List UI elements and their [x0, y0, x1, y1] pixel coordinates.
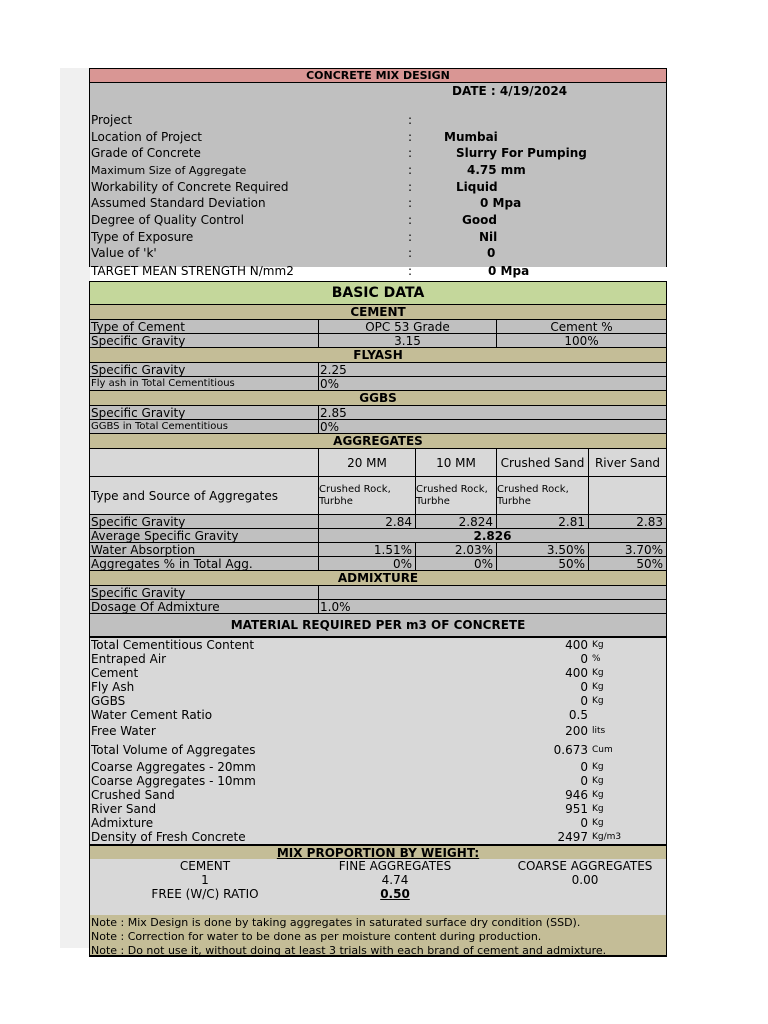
max-aggregate-label: Maximum Size of Aggregate [91, 163, 247, 177]
aggregates-sg-label: Specific Gravity [90, 515, 319, 528]
ggbs-header [89, 391, 667, 406]
agg-pct-20mm: 0% [319, 557, 416, 570]
cement-pct-value: 100% [564, 334, 599, 347]
colon: : [408, 196, 413, 210]
ggbs-sg-row [89, 406, 667, 420]
project-label: Project [91, 113, 133, 127]
admixture-header [89, 571, 667, 586]
agg-col-20mm: 20 MM [319, 449, 416, 476]
aggregates-pct-row [89, 557, 667, 571]
admixture-dosage-row [89, 600, 667, 614]
material-row-unit: Kg [592, 696, 604, 706]
material-row-unit [592, 708, 662, 722]
max-aggregate-value [467, 162, 587, 178]
mix-cement-header: CEMENT [179, 859, 231, 873]
material-row-label: Total Cementitious Content [91, 638, 255, 652]
admixture-sg-value [320, 586, 666, 599]
colon: : [408, 213, 413, 227]
flyash-sg-row [89, 363, 667, 377]
material-title: MATERIAL REQUIRED PER m3 OF CONCRETE [230, 618, 526, 632]
admixture-dosage-value: 1.0% [320, 600, 351, 613]
project-value [460, 112, 600, 128]
material-row-unit: Kg [592, 776, 604, 786]
agg-wa-10mm: 2.03% [416, 543, 497, 556]
material-row-unit: Kg [592, 804, 604, 814]
material-row-label: Total Volume of Aggregates [91, 743, 256, 757]
material-row-label: Entraped Air [91, 652, 167, 666]
aggregates-columns-blank [90, 449, 319, 476]
date-value: 4/19/2024 [499, 83, 568, 98]
workability-label: Workability of Concrete Required [91, 180, 289, 194]
max-aggregate-number: 4.75 [467, 163, 497, 177]
flyash-sg-value: 2.25 [320, 363, 347, 376]
material-row-unit: % [592, 654, 601, 664]
location-label: Location of Project [91, 130, 203, 144]
agg-source-crushed-sand: Crushed Rock, Turbhe [497, 477, 589, 514]
material-row-unit: Kg [592, 682, 604, 692]
colon: : [408, 180, 413, 194]
mix-title-wrap [90, 846, 666, 859]
flyash-pct-label: Fly ash in Total Cementitious [90, 377, 319, 390]
colon: : [408, 230, 413, 244]
material-row-label: Density of Fresh Concrete [91, 830, 246, 844]
note-ssd: Note : Mix Design is done by taking aggregates in saturated surface dry condition (SSD). [91, 915, 581, 929]
std-deviation-number: 0 [480, 196, 489, 210]
colon: : [408, 264, 413, 278]
workability-value: Liquid [456, 180, 498, 194]
mix-design-sheet [89, 68, 667, 957]
location-value: Mumbai [444, 130, 498, 144]
k-value-label: Value of 'k' [91, 246, 157, 260]
flyash-pct-row [89, 377, 667, 391]
ggbs-pct-row [89, 420, 667, 434]
mix-header [89, 844, 667, 859]
note-trials: Note : Do not use it, without doing at least 3 trials with each brand of cement and admixture. [91, 943, 607, 957]
agg-wa-river-sand: 3.70% [624, 543, 663, 556]
basic-data-header [89, 281, 667, 305]
agg-sg-river-sand: 2.83 [636, 515, 663, 528]
material-row-label: Water Cement Ratio [91, 708, 213, 722]
target-strength-unit: Mpa [500, 264, 530, 278]
material-row-value: 0 [580, 680, 588, 694]
agg-pct-crushed-sand: 50% [497, 557, 589, 570]
material-row-value: 400 [565, 638, 588, 652]
grade-label: Grade of Concrete [91, 146, 201, 160]
colon: : [408, 246, 413, 260]
quality-control-value: Good [462, 213, 497, 227]
mix-title: MIX PROPORTION BY WEIGHT: [276, 846, 480, 859]
aggregates-avg-sg-label: Average Specific Gravity [90, 529, 319, 542]
ggbs-sg-label: Specific Gravity [90, 406, 319, 419]
project-info-block [89, 83, 667, 278]
aggregates-title: AGGREGATES [333, 434, 423, 448]
material-row-value: 0.5 [568, 708, 588, 722]
material-row-value: 0.673 [553, 743, 588, 757]
wc-ratio-value: 0.50 [380, 887, 410, 901]
material-row-label: Free Water [91, 724, 156, 738]
ggbs-title: GGBS [359, 391, 397, 405]
max-aggregate-unit: mm [500, 163, 526, 177]
colon: : [408, 163, 413, 177]
material-row-label: Admixture [91, 816, 154, 830]
sheet-title: CONCRETE MIX DESIGN [90, 68, 666, 83]
material-row-value: 400 [565, 666, 588, 680]
aggregates-wa-label: Water Absorption [90, 543, 319, 556]
title-row [89, 68, 667, 83]
ggbs-pct-label: GGBS in Total Cementitious [90, 420, 319, 433]
mix-fine-header: FINE AGGREGATES [338, 859, 452, 873]
mix-cement-value: 1 [201, 873, 209, 887]
material-row-unit: Kg [592, 762, 604, 772]
material-row-value: 0 [580, 652, 588, 666]
material-row-unit: Kg [592, 640, 604, 650]
agg-pct-10mm: 0% [416, 557, 497, 570]
agg-sg-20mm: 2.84 [319, 515, 416, 528]
cement-type-value: OPC 53 Grade [319, 320, 497, 333]
agg-wa-crushed-sand: 3.50% [497, 543, 589, 556]
material-row-value: 2497 [557, 830, 588, 844]
material-block [89, 638, 667, 844]
material-row-value: 200 [565, 724, 588, 738]
material-row-label: Cement [91, 666, 139, 680]
agg-sg-10mm: 2.824 [416, 515, 497, 528]
agg-col-river-sand: River Sand [594, 455, 661, 470]
ggbs-pct-value: 0% [320, 420, 340, 433]
flyash-header [89, 348, 667, 363]
admixture-title: ADMIXTURE [337, 571, 419, 585]
std-deviation-value [480, 195, 600, 211]
material-row-label: Crushed Sand [91, 788, 175, 802]
agg-col-10mm: 10 MM [416, 449, 497, 476]
agg-source-river-sand [589, 477, 666, 514]
cement-type-label: Type of Cement [90, 320, 319, 333]
material-row-value: 951 [565, 802, 588, 816]
material-row-label: Coarse Aggregates - 20mm [91, 760, 256, 774]
aggregates-source-row [89, 477, 667, 515]
note-water-correction: Note : Correction for water to be done as per moisture content during production. [91, 929, 542, 943]
date-field [452, 83, 652, 98]
material-row-value: 0 [580, 774, 588, 788]
material-row-value: 0 [580, 816, 588, 830]
admixture-dosage-label: Dosage Of Admixture [90, 600, 319, 613]
date-label: DATE : [452, 83, 496, 98]
material-row-value: 0 [580, 694, 588, 708]
mix-fine-value: 4.74 [381, 873, 409, 887]
mix-coarse-value: 0.00 [571, 873, 599, 887]
flyash-sg-label: Specific Gravity [90, 363, 319, 376]
material-row-unit: Kg/m3 [592, 832, 622, 842]
target-strength-value [488, 263, 608, 279]
flyash-pct-value: 0% [320, 377, 340, 390]
agg-wa-20mm: 1.51% [319, 543, 416, 556]
colon: : [408, 130, 413, 144]
cement-sg-value: 3.15 [319, 334, 497, 347]
sheet-margin [60, 68, 90, 948]
colon: : [408, 113, 413, 127]
admixture-sg-label: Specific Gravity [90, 586, 319, 599]
exposure-label: Type of Exposure [91, 230, 194, 244]
material-header [89, 614, 667, 638]
target-strength-number: 0 [488, 264, 497, 278]
agg-col-crushed-sand: Crushed Sand [497, 449, 589, 476]
material-row-value: 946 [565, 788, 588, 802]
cement-type-row [89, 320, 667, 334]
grade-value: Slurry For Pumping [456, 146, 587, 160]
material-row-label: GGBS [91, 694, 126, 708]
material-row-unit: Kg [592, 668, 604, 678]
material-row-unit: Kg [592, 790, 604, 800]
aggregates-sg-row [89, 515, 667, 529]
k-value: 0 [487, 246, 496, 260]
material-row-label: River Sand [91, 802, 157, 816]
agg-source-20mm: Crushed Rock, Turbhe [319, 477, 416, 514]
aggregates-avg-sg-value: 2.826 [473, 529, 512, 542]
agg-pct-river-sand: 50% [636, 557, 663, 570]
basic-data-title: BASIC DATA [331, 285, 425, 301]
cement-sg-row [89, 334, 667, 348]
mix-coarse-header: COARSE AGGREGATES [517, 859, 653, 873]
wc-ratio-label: FREE (W/C) RATIO [151, 887, 259, 901]
quality-control-label: Degree of Quality Control [91, 213, 244, 227]
std-deviation-label: Assumed Standard Deviation [91, 196, 266, 210]
aggregates-wa-row [89, 543, 667, 557]
target-strength-label: TARGET MEAN STRENGTH N/mm2 [91, 264, 294, 278]
aggregates-columns-row [89, 449, 667, 477]
mix-block [89, 859, 667, 915]
exposure-value: Nil [479, 230, 498, 244]
material-row-unit: Cum [592, 745, 613, 755]
aggregates-header [89, 434, 667, 449]
ggbs-sg-value: 2.85 [320, 406, 347, 419]
std-deviation-unit: Mpa [492, 196, 522, 210]
cement-sg-label: Specific Gravity [90, 334, 319, 347]
material-row-unit: lits [592, 726, 606, 736]
material-row-value: 0 [580, 760, 588, 774]
material-row-label: Coarse Aggregates - 10mm [91, 774, 256, 788]
cement-pct-header: Cement % [550, 320, 613, 333]
material-row-unit: Kg [592, 818, 604, 828]
flyash-title: FLYASH [353, 348, 403, 362]
cement-header [89, 305, 667, 320]
aggregates-pct-label: Aggregates % in Total Agg. [90, 557, 319, 570]
agg-sg-crushed-sand: 2.81 [497, 515, 589, 528]
admixture-sg-row [89, 586, 667, 600]
aggregates-source-label: Type and Source of Aggregates [90, 477, 319, 514]
notes-block [89, 915, 667, 957]
aggregates-avg-sg-row [89, 529, 667, 543]
cement-title: CEMENT [350, 305, 406, 319]
material-row-label: Fly Ash [91, 680, 135, 694]
colon: : [408, 146, 413, 160]
agg-source-10mm: Crushed Rock, Turbhe [416, 477, 497, 514]
